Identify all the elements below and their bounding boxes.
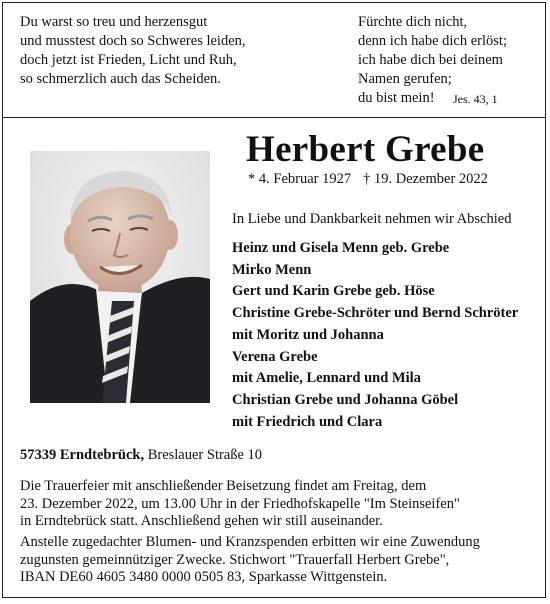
address xyxy=(20,447,262,464)
mourner-entry: mit Moritz und Johanna xyxy=(232,326,384,343)
mourner-entry: Mirko Menn xyxy=(232,261,312,278)
verse-reference: Jes. 43, 1 xyxy=(453,92,498,106)
donation-line: IBAN DE60 4605 3480 0000 0505 83, Sparkasse Wittgenstein. xyxy=(20,569,388,586)
divider xyxy=(3,117,545,118)
poem-left-line: und musstest doch so Schweres leiden, xyxy=(20,33,246,49)
mourners-list xyxy=(232,238,518,433)
service-paragraph xyxy=(20,478,530,531)
verse-line: ich habe dich bei deinem xyxy=(358,52,503,68)
obituary-notice xyxy=(2,2,546,598)
farewell-line: In Liebe und Dankbarkeit nehmen wir Abschied xyxy=(232,211,512,227)
poem-left-line: doch jetzt ist Frieden, Licht und Ruh, xyxy=(20,52,237,68)
donation-paragraph xyxy=(20,534,530,587)
mourner-entry: Heinz und Gisela Menn geb. Grebe xyxy=(232,240,450,256)
verse-line: Namen gerufen; xyxy=(358,71,452,87)
service-line: in Erndtebrück statt. Anschließend gehen wir still auseinander. xyxy=(20,513,383,530)
birth-date: * 4. Februar 1927 xyxy=(248,171,352,187)
portrait-photo xyxy=(30,151,210,403)
verse-line: Fürchte dich nicht, xyxy=(358,14,468,30)
address-street: Breslauer Straße 10 xyxy=(147,447,263,463)
mourner-entry: mit Amelie, Lennard und Mila xyxy=(232,370,421,387)
mourner-entry: Christine Grebe-Schröter und Bernd Schröter xyxy=(232,305,519,322)
address-city: 57339 Erndtebrück, xyxy=(20,447,145,463)
donation-line: Anstelle zugedachter Blumen- und Kranzspenden erbitten wir eine Zuwendung xyxy=(20,534,480,550)
service-line: Die Trauerfeier mit anschließender Beisetzung findet am Freitag, dem xyxy=(20,478,427,494)
life-dates xyxy=(248,171,488,188)
mourner-entry: Gert und Karin Grebe geb. Höse xyxy=(232,283,435,300)
mourner-entry: Christian Grebe und Johanna Göbel xyxy=(232,391,459,408)
donation-line: zugunsten gemeinnütziger Zwecke. Stichwort "Trauerfall Herbert Grebe", xyxy=(20,551,450,568)
deceased-name: Herbert Grebe xyxy=(246,129,485,170)
poem-left-line: so schmerzlich auch das Scheiden. xyxy=(20,71,221,87)
mourner-entry: mit Friedrich und Clara xyxy=(232,413,383,430)
mourner-entry: Verena Grebe xyxy=(232,348,318,365)
verse-line: du bist mein! xyxy=(358,90,435,106)
portrait-image xyxy=(30,151,210,403)
poem-left-line: Du warst so treu und herzensgut xyxy=(20,14,208,30)
poem-left xyxy=(20,13,246,89)
service-line: 23. Dezember 2022, um 13.00 Uhr in der Friedhofskapelle "Im Steinseifen" xyxy=(20,495,460,512)
death-date: † 19. Dezember 2022 xyxy=(363,171,488,187)
verse-line: denn ich habe dich erlöst; xyxy=(358,33,507,49)
